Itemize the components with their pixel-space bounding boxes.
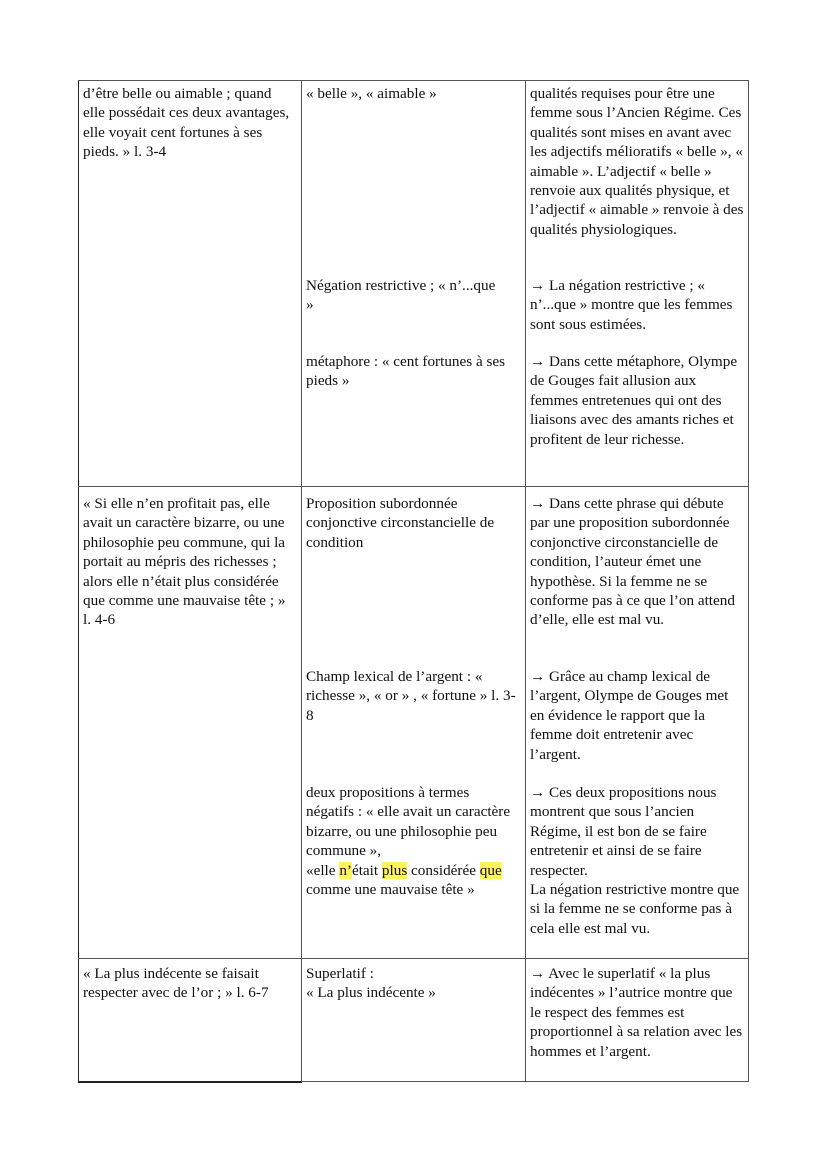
procede-line2: « La plus indécente » bbox=[306, 984, 436, 1002]
highlighted-negation-n: n’ bbox=[339, 861, 352, 879]
table-border-top bbox=[78, 80, 749, 81]
table-row-divider-1 bbox=[78, 486, 749, 487]
procede-cell-row1-item1: « belle », « aimable » bbox=[306, 85, 437, 102]
table-border-right bbox=[748, 80, 749, 1082]
procede-intro: deux propositions à termes négatifs : « elle avait un caractère bizarre, ou une philosophie peu commune », bbox=[306, 784, 511, 860]
interpretation-paragraph-1: → Ces deux propositions nous montrent que sous l’ancien Régime, il est bon de se faire entretenir et ainsi de se faire respecter. bbox=[530, 784, 717, 879]
quote-part: «elle bbox=[306, 861, 340, 879]
interpretation-cell-row1-item1: qualités requises pour être une femme sous l’Ancien Régime. Ces qualités sont mises en avant avec les adjectifs mélioratifs « belle », « aimable ». L’adjectif « belle » renvoie aux qualités physique, et l’adjectif « aimable » renvoie à des qualités physiologiques. bbox=[530, 85, 744, 238]
interpretation-cell-row2-item3 bbox=[526, 783, 748, 938]
interpretation-cell-row1-item2: → La négation restrictive ; « n’...que » montre que les femmes sont sous estimées. bbox=[530, 277, 733, 333]
procede-quote bbox=[306, 862, 502, 898]
interpretation-paragraph-2: La négation restrictive montre que si la femme ne se conforme pas à cela elle est mal vu. bbox=[530, 881, 740, 937]
table-row-divider-2 bbox=[78, 958, 749, 959]
table-border-bottom-col1 bbox=[78, 1081, 302, 1083]
interpretation-cell-row2-item1: → Dans cette phrase qui débute par une proposition subordonnée conjonctive circonstancielle de condition, l’auteur émet une hypothèse. Si la femme ne se conforme pas à ce que l’on attend d’elle, elle est mal vu. bbox=[530, 495, 735, 629]
quote-cell-row2: « Si elle n’en profitait pas, elle avait un caractère bizarre, ou une philosophie peu commune, qui la portait au mépris des richesses ; alors elle n’était plus considérée que comme une mauvaise tête ; » l. 4-6 bbox=[83, 495, 286, 629]
quote-cell-row3: « La plus indécente se faisait respecter avec de l’or ; » l. 6-7 bbox=[83, 965, 269, 1002]
table-border-col1 bbox=[301, 80, 302, 1082]
procede-cell-row1-item3: métaphore : « cent fortunes à ses pieds » bbox=[306, 353, 506, 390]
quote-part: considérée bbox=[407, 861, 480, 879]
quote-part: comme une mauvaise tête » bbox=[306, 881, 475, 899]
procede-cell-row1-item2: Négation restrictive ; « n’...que » bbox=[306, 277, 496, 314]
interpretation-cell-row1-item3: → Dans cette métaphore, Olympe de Gouges fait allusion aux femmes entretenues qui ont des liaisons avec des amants riches et profitent de leur richesse. bbox=[530, 353, 738, 448]
procede-line1: Superlatif : bbox=[306, 965, 374, 982]
procede-cell-row2-item2: Champ lexical de l’argent : « richesse », « or » , « fortune » l. 3- 8 bbox=[306, 668, 516, 724]
highlighted-negation-plus: plus bbox=[381, 861, 408, 879]
highlighted-negation-que: que bbox=[479, 861, 502, 879]
procede-cell-row3-item1 bbox=[302, 964, 525, 1003]
procede-cell-row2-item3 bbox=[302, 783, 525, 899]
quote-part: était bbox=[351, 861, 382, 879]
procede-cell-row2-item1: Proposition subordonnée conjonctive circonstancielle de condition bbox=[306, 495, 495, 551]
interpretation-cell-row2-item2: → Grâce au champ lexical de l’argent, Olympe de Gouges met en évidence le rapport que la femme doit entretenir avec l’argent. bbox=[530, 668, 729, 763]
quote-cell-row1: d’être belle ou aimable ; quand elle possédait ces deux avantages, elle voyait cent fortunes à ses pieds. » l. 3-4 bbox=[83, 85, 290, 161]
table-border-bottom bbox=[301, 1081, 749, 1082]
interpretation-cell-row3-item1: → Avec le superlatif « la plus indécentes » l’autrice montre que le respect des femmes est proportionnel à sa relation avec les hommes et l’argent. bbox=[530, 965, 743, 1060]
